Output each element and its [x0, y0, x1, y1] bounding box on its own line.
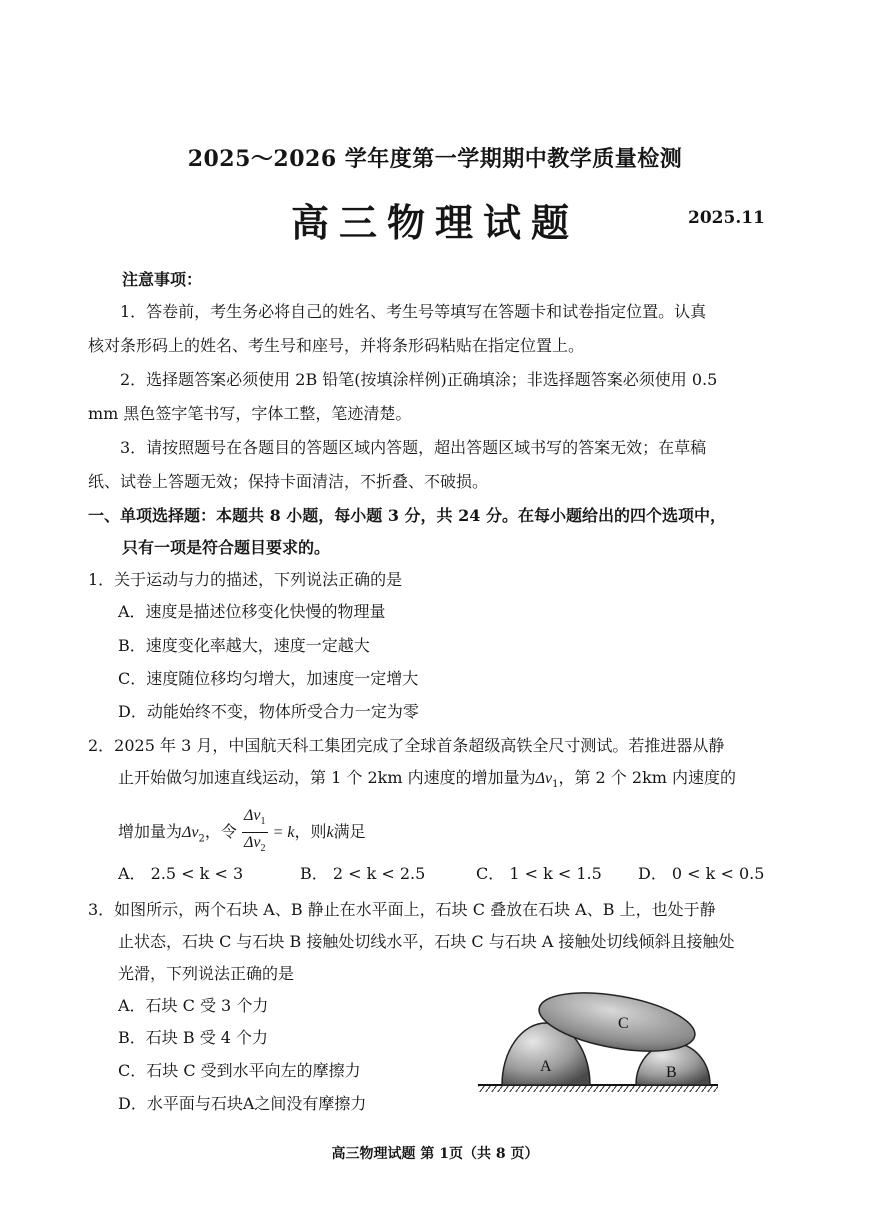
- stone-c-label: C: [618, 1015, 629, 1032]
- q1-option-d: D．动能始终不变，物体所受合力一定为零: [118, 702, 419, 721]
- exam-subtitle: 2025～2026 学年度第一学期期中教学质量检测: [187, 146, 683, 172]
- q3-option-b: B．石块 B 受 4 个力: [118, 1028, 269, 1047]
- section-heading: 一、单项选择题：本题共 8 小题，每小题 3 分，共 24 分。在每小题给出的四个选项中，: [88, 506, 726, 525]
- q3-option-a: A．石块 C 受 3 个力: [118, 996, 269, 1015]
- exam-date: 2025.11: [688, 208, 765, 228]
- notice-line-2b: mm 黑色签字笔书写，字体工整，笔迹清楚。: [88, 404, 412, 423]
- q3-line-1: 3．如图所示，两个石块 A、B 静止在水平面上，石块 C 叠放在石块 A、B 上，也处于静: [88, 900, 716, 919]
- exam-title: 高三物理试题: [290, 200, 579, 245]
- q2-line-3: 增加量为$\Delta v_2$，令 $\frac{\Delta v_1}{\Delta v_2}$ = k，则k满足: [118, 806, 366, 859]
- stone-b-label: B: [666, 1064, 677, 1081]
- notice-line-3b: 纸、试卷上答题无效；保持卡面清洁，不折叠、不破损。: [88, 472, 489, 491]
- notice-line-3a: 3．请按照题号在各题目的答题区域内答题，超出答题区域书写的答案无效；在草稿: [120, 438, 707, 457]
- q1-option-a: A．速度是描述位移变化快慢的物理量: [118, 602, 386, 621]
- stone-a-label: A: [540, 1058, 552, 1075]
- q2-option-c: C． 1 < k < 1.5: [476, 864, 602, 883]
- q1-option-b: B．速度变化率越大，速度一定越大: [118, 636, 370, 655]
- section-heading-cont: 只有一项是符合题目要求的。: [122, 538, 331, 557]
- notice-line-1a: 1．答卷前，考生务必将自己的姓名、考生号等填写在答题卡和试卷指定位置。认真: [120, 302, 707, 321]
- page-footer: 高三物理试题 第 1页（共 8 页）: [331, 1146, 539, 1162]
- q3-line-2: 止状态，石块 C 与石块 B 接触处切线水平，石块 C 与石块 A 接触处切线倾斜且接触处: [118, 932, 735, 951]
- notice-line-2a: 2．选择题答案必须使用 2B 铅笔(按填涂样例)正确填涂；非选择题答案必须使用 0.5: [120, 370, 718, 389]
- ground-hatch: [478, 1085, 718, 1092]
- q1-stem: 1．关于运动与力的描述，下列说法正确的是: [88, 570, 403, 589]
- q2-option-d: D． 0 < k < 0.5: [638, 864, 765, 883]
- q2-option-b: B． 2 < k < 2.5: [300, 864, 426, 883]
- q3-option-d: D．水平面与石块A之间没有摩擦力: [118, 1094, 367, 1113]
- q2-ratio-fraction: $\frac{\Delta v_1}{\Delta v_2}$: [244, 807, 266, 855]
- q2-line-1: 2．2025 年 3 月，中国航天科工集团完成了全球首条超级高铁全尺寸测试。若推进器从静: [88, 736, 725, 755]
- notice-line-1b: 核对条形码上的姓名、考生号和座号，并将条形码粘贴在指定位置上。: [88, 336, 585, 355]
- q3-stones-figure: [470, 985, 730, 1105]
- q2-option-a: A． 2.5 < k < 3: [118, 864, 244, 883]
- q3-line-3: 光滑，下列说法正确的是: [118, 964, 295, 983]
- q1-option-c: C．速度随位移均匀增大，加速度一定增大: [118, 669, 419, 688]
- q3-option-c: C．石块 C 受到水平向左的摩擦力: [118, 1061, 361, 1080]
- notice-heading: 注意事项：: [122, 270, 203, 289]
- q2-line-2: 止开始做匀加速直线运动，第 1 个 2km 内速度的增加量为$\Delta v_1$，第 2 个 2km 内速度的: [118, 768, 737, 791]
